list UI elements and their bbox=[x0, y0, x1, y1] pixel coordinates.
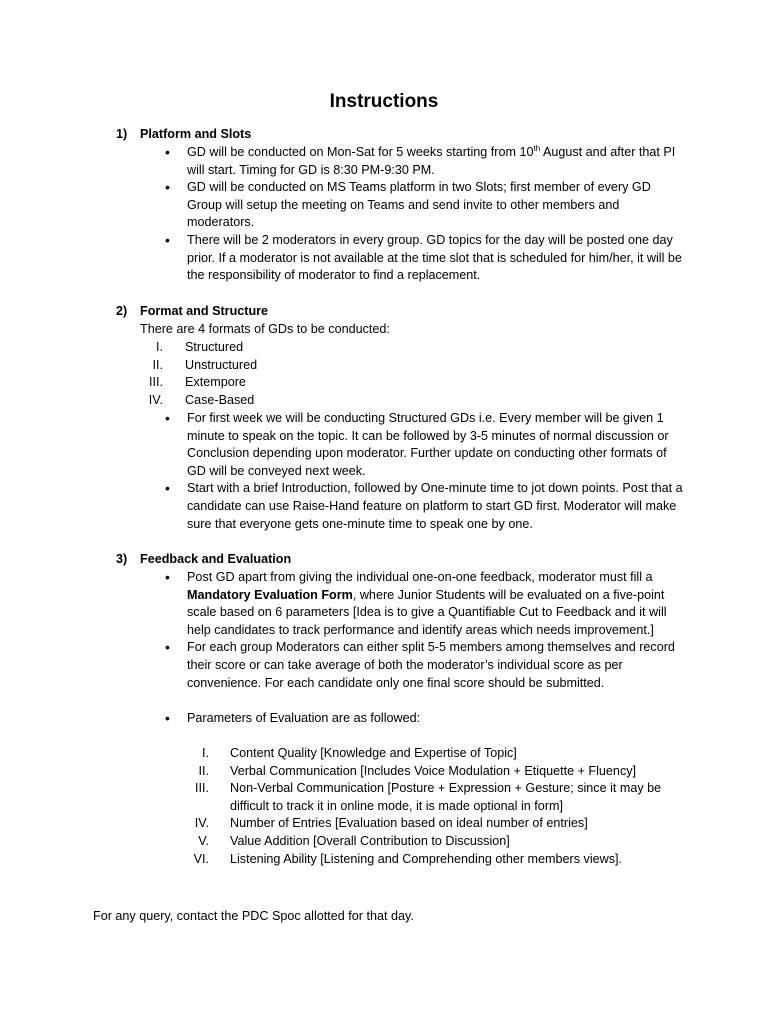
list-item bbox=[183, 833, 683, 851]
emphasis-text: Mandatory Evaluation Form bbox=[187, 587, 353, 602]
format-name: Structured bbox=[185, 340, 244, 354]
roman-numeral: VI. bbox=[193, 851, 209, 866]
section-1-number: 1) bbox=[116, 127, 128, 141]
roman-numeral: IV. bbox=[148, 392, 163, 407]
parameter-text: Verbal Communication [Includes Voice Modulation + Etiquette + Fluency] bbox=[230, 763, 637, 778]
list-item bbox=[138, 392, 438, 410]
parameter-text: Number of Entries [Evaluation based on ideal number of entries] bbox=[230, 816, 588, 831]
section-3-bullets bbox=[163, 569, 683, 727]
format-name: Case-Based bbox=[185, 392, 255, 407]
spacer bbox=[163, 692, 683, 710]
bullet-icon: • bbox=[165, 639, 170, 656]
roman-numeral: I. bbox=[156, 340, 163, 354]
section-2-bullets bbox=[163, 410, 683, 533]
roman-numeral: V. bbox=[198, 833, 209, 848]
section-2-title: Format and Structure bbox=[140, 304, 269, 318]
bullet-icon: • bbox=[165, 144, 170, 160]
list-item bbox=[138, 339, 438, 357]
parameter-text: Content Quality [Knowledge and Expertise of Topic] bbox=[230, 746, 517, 760]
bullet-text: Parameters of Evaluation are as followed: bbox=[187, 710, 421, 725]
parameter-text: Value Addition [Overall Contribution to Discussion] bbox=[230, 833, 510, 848]
format-name: Unstructured bbox=[185, 357, 258, 372]
list-item bbox=[163, 179, 683, 232]
footer-note: For any query, contact the PDC Spoc allotted for that day. bbox=[93, 909, 414, 923]
roman-numeral: II. bbox=[198, 763, 209, 778]
list-item bbox=[183, 780, 683, 815]
bullet-icon: • bbox=[165, 179, 170, 196]
section-2-number: 2) bbox=[116, 304, 128, 318]
bullet-text: There will be 2 moderators in every group. GD topics for the day will be posted one day prior. If a moderator is not available at the time slot that is scheduled for him/her, it will be the responsibility of moderator to find a replacement. bbox=[187, 232, 682, 283]
roman-numeral: III. bbox=[149, 375, 163, 390]
parameter-text: Non-Verbal Communication [Posture + Expression + Gesture; since it may be difficult to track it in online mode, it is made optional in form] bbox=[230, 781, 662, 813]
page-title: Instructions bbox=[329, 91, 439, 112]
section-1-title: Platform and Slots bbox=[140, 127, 252, 141]
list-item bbox=[183, 815, 683, 833]
list-item bbox=[183, 763, 683, 781]
section-1-bullets bbox=[163, 144, 683, 285]
list-item bbox=[183, 851, 683, 869]
list-item bbox=[163, 639, 683, 692]
bullet-text-part: , where Junior Students will be evaluated on a five-point scale based on 6 parameters [Idea is to give a Quantifiable Cut to Feedback and it will help candidates to track performance and identify areas which needs improvement.] bbox=[187, 587, 667, 637]
bullet-icon: • bbox=[165, 709, 170, 726]
bullet-text: Start with a brief Introduction, followed by One-minute time to jot down points. Post that a candidate can use Raise-Hand feature on platform to start GD first. Moderator will make sure that everyone gets one-minute time to speak one by one. bbox=[187, 481, 683, 531]
list-item bbox=[163, 569, 683, 639]
bullet-text-part: GD will be conducted on Mon-Sat for 5 weeks starting from 10 bbox=[187, 145, 534, 159]
bullet-icon: • bbox=[165, 231, 170, 248]
bullet-text: For first week we will be conducting Structured GDs i.e. Every member will be given 1 minute to speak on the topic. It can be followed by 3-5 minutes of normal discussion or Conclusion depending upon moderator. Further update on conducting other formats of GD will be conveyed next week. bbox=[187, 411, 669, 478]
section-3-number: 3) bbox=[116, 552, 128, 566]
roman-numeral: IV. bbox=[194, 816, 209, 831]
list-item bbox=[163, 232, 683, 285]
parameter-text: Listening Ability [Listening and Comprehending other members views]. bbox=[230, 851, 623, 866]
bullet-text: GD will be conducted on MS Teams platform in two Slots; first member of every GD Group will setup the meeting on Teams and send invite to other members and moderators. bbox=[187, 180, 651, 230]
roman-numeral: III. bbox=[195, 781, 209, 796]
parameters-list bbox=[183, 745, 683, 868]
list-item bbox=[138, 357, 438, 375]
bullet-text-part: August and after that PI will start. Timing for GD is 8:30 PM-9:30 PM. bbox=[187, 145, 676, 177]
bullet-text: For each group Moderators can either split 5-5 members among themselves and record their score or can take average of both the moderator’s individual score as per convenience. For each candidate only one final score should be submitted. bbox=[187, 640, 675, 690]
list-item bbox=[183, 745, 683, 763]
bullet-icon: • bbox=[165, 569, 170, 585]
section-3-title: Feedback and Evaluation bbox=[140, 552, 292, 566]
superscript-text: th bbox=[533, 143, 541, 153]
bullet-icon: • bbox=[165, 480, 170, 497]
format-name: Extempore bbox=[185, 375, 246, 390]
list-item bbox=[163, 144, 683, 179]
bullet-icon: • bbox=[165, 410, 170, 426]
list-item bbox=[163, 480, 683, 533]
list-item bbox=[138, 374, 438, 392]
section-2-intro: There are 4 formats of GDs to be conducted: bbox=[140, 322, 390, 336]
roman-numeral: I. bbox=[202, 746, 209, 760]
formats-list bbox=[138, 339, 438, 409]
list-item bbox=[163, 710, 683, 728]
list-item bbox=[163, 410, 683, 480]
bullet-text-part: Post GD apart from giving the individual one-on-one feedback, moderator must fill a bbox=[187, 570, 653, 584]
roman-numeral: II. bbox=[152, 357, 163, 372]
